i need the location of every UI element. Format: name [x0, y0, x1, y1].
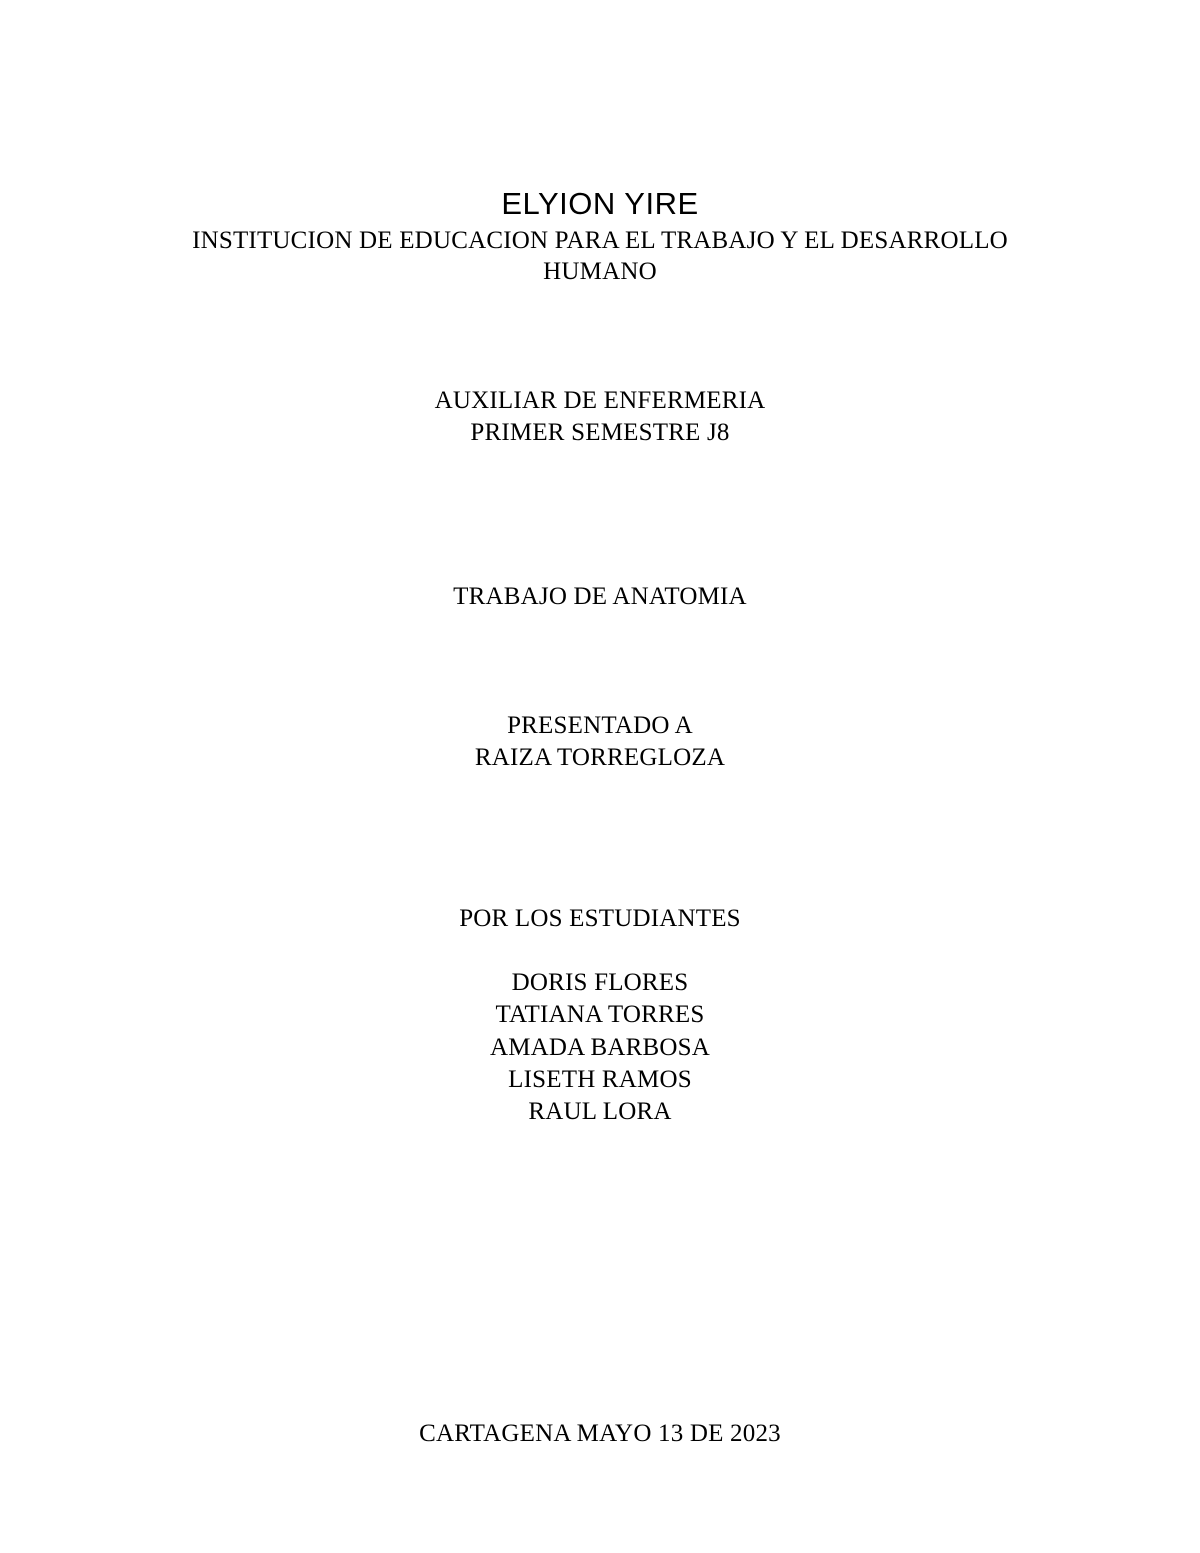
- presented-to-label: PRESENTADO A: [507, 712, 693, 739]
- place-date: CARTAGENA MAYO 13 DE 2023: [419, 1420, 781, 1447]
- school-title: ELYION YIRE: [501, 186, 699, 221]
- student-name: AMADA BARBOSA: [489, 1034, 710, 1061]
- student-name: TATIANA TORRES: [495, 1001, 705, 1028]
- student-name: DORIS FLORES: [511, 969, 689, 996]
- student-name: LISETH RAMOS: [508, 1066, 692, 1093]
- program-name: AUXILIAR DE ENFERMERIA: [434, 387, 766, 414]
- institution-line-2: HUMANO: [543, 258, 657, 285]
- presented-to-name: RAIZA TORREGLOZA: [474, 744, 726, 771]
- students-label: POR LOS ESTUDIANTES: [459, 905, 741, 932]
- student-name: RAUL LORA: [528, 1098, 672, 1125]
- program-semester: PRIMER SEMESTRE J8: [470, 419, 730, 446]
- institution-line-1: INSTITUCION DE EDUCACION PARA EL TRABAJO Y EL DESARROLLO: [192, 227, 1008, 254]
- work-title: TRABAJO DE ANATOMIA: [453, 583, 747, 610]
